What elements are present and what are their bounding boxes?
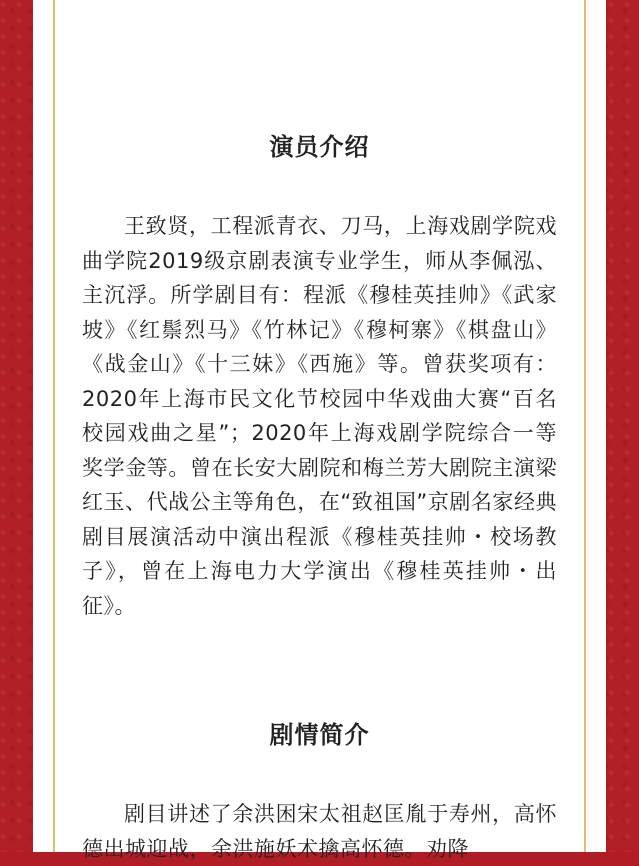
plot-intro-title: 剧情简介	[269, 721, 370, 749]
left-gold-rule	[53, 0, 55, 852]
article-content	[82, 0, 557, 861]
actor-intro-title: 演员介绍	[269, 133, 370, 161]
right-gold-rule	[584, 0, 586, 852]
actor-intro-paragraph: 王致贤，工程派青衣、刀马，上海戏剧学院戏曲学院2019级京剧表演专业学生，师从李佩泓、主沉浮。所学剧目有：程派《穆桂英挂帅》《武家坡》《红鬃烈马》《竹林记》《穆柯寨》《棋盘山》《战金山》《十三妹》《西施》等。曾获奖项有：2020年上海市民文化节校园中华戏曲大赛“百名校园戏曲之星”；2020年上海戏剧学院综合一等奖学金等。曾在长安大剧院和梅兰芳大剧院主演梁红玉、代战公主等角色，在“致祖国”京剧名家经典剧目展演活动中演出程派《穆桂英挂帅・校场教子》，曾在上海电力大学演出《穆桂英挂帅・出征》。	[82, 214, 557, 618]
plot-intro-paragraph: 剧目讲述了余洪困宋太祖赵匡胤于寿州，高怀德出城迎战，余洪施妖术擒高怀德。劝降	[82, 802, 557, 861]
